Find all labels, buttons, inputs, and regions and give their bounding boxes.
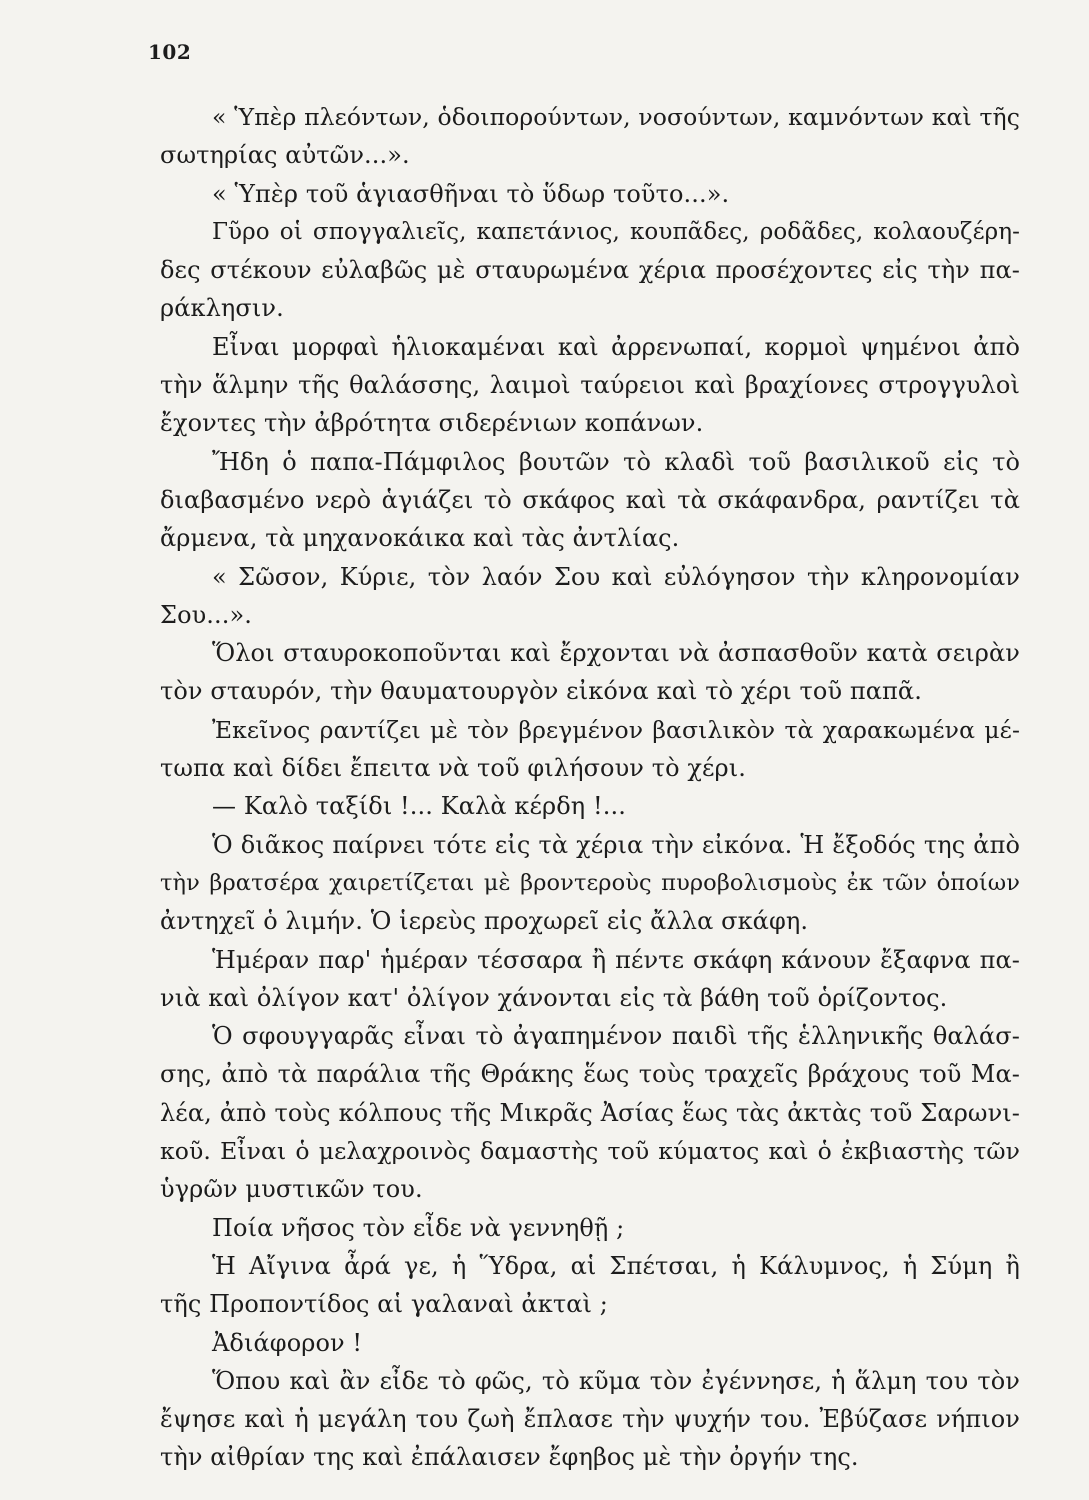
text-line: τὸν σταυρόν, τὴν θαυματουργὸν εἰκόνα καὶ τὸ χέρι τοῦ παπᾶ. [160,677,922,706]
text-line: τὴν βρατσέρα χαιρετίζεται μὲ βροντεροὺς πυροβολισμοὺς ἐκ τῶν ὁποίων [160,869,1020,896]
text-line: νιὰ καὶ ὀλίγον κατ' ὀλίγον χάνονται εἰς τὰ βάθη τοῦ ὁρίζοντος. [160,983,948,1012]
text-line: τὴν ἅλμην τῆς θαλάσσης, λαιμοὶ ταύρειοι καὶ βραχίονες στρογγυλοὶ [160,371,1020,400]
text-line: διαβασμένο νερὸ ἁγιάζει τὸ σκάφος καὶ τὰ σκάφανδρα, ραντίζει τὰ [160,485,1020,514]
text-line: ὑγρῶν μυστικῶν του. [160,1175,423,1204]
text-line: τὴν αἰθρίαν της καὶ ἐπάλαισεν ἔφηβος μὲ τὴν ὀργήν της. [160,1443,859,1472]
text-line: Σου...». [160,600,253,629]
text-line: δες στέκουν εὐλαβῶς μὲ σταυρωμένα χέρια προσέχοντες εἰς τὴν πα- [160,256,1020,285]
text-line: Ποία νῆσος τὸν εἶδε νὰ γεννηθῇ ; [212,1213,625,1242]
text-line: σης, ἀπὸ τὰ παράλια τῆς Θράκης ἕως τοὺς τραχεῖς βράχους τοῦ Μα- [160,1060,1020,1089]
text-line: λέα, ἀπὸ τοὺς κόλπους τῆς Μικρᾶς Ἀσίας ἕως τὰς ἀκτὰς τοῦ Σαρωνι- [160,1098,1020,1127]
text-line: Ὅπου καὶ ἂν εἶδε τὸ φῶς, τὸ κῦμα τὸν ἐγέννησε, ἡ ἅλμη του τὸν [212,1366,1020,1395]
page-number: 102 [148,40,192,64]
text-line: τῆς Προποντίδος αἱ γαλαναὶ ἀκταὶ ; [160,1290,608,1319]
text-line: σωτηρίας αὐτῶν...». [160,141,410,170]
text-line: τωπα καὶ δίδει ἔπειτα νὰ τοῦ φιλήσουν τὸ χέρι. [160,754,746,783]
text-line: ἄρμενα, τὰ μηχανοκάικα καὶ τὰς ἀντλίας. [160,524,680,553]
text-line: ἔχοντες τὴν ἀβρότητα σιδερένιων κοπάνων. [160,409,704,438]
text-line: κοῦ. Εἶναι ὁ μελαχροινὸς δαμαστὴς τοῦ κύματος καὶ ὁ ἐκβιαστὴς τῶν [160,1137,1020,1166]
text-line: Ἀδιάφορον ! [212,1328,363,1357]
text-line: Ὁ σφουγγαρᾶς εἶναι τὸ ἀγαπημένον παιδὶ τῆς ἑλληνικῆς θαλάσ- [212,1022,1020,1051]
text-line: « Σῶσον, Κύριε, τὸν λαόν Σου καὶ εὐλόγησον τὴν κληρονομίαν [212,562,1020,591]
text-line: Εἶναι μορφαὶ ἡλιοκαμέναι καὶ ἀρρενωπαί, κορμοὶ ψημένοι ἀπὸ [212,332,1020,361]
text-line: — Καλὸ ταξίδι !... Καλὰ κέρδη !... [212,792,626,821]
text-line: ράκλησιν. [160,294,284,323]
text-line: Ὅλοι σταυροκοποῦνται καὶ ἔρχονται νὰ ἀσπασθοῦν κατὰ σειρὰν [212,639,1020,668]
text-line: Ἐκεῖνος ραντίζει μὲ τὸν βρεγμένον βασιλικὸν τὰ χαρακωμένα μέ- [212,715,1020,744]
text-line: Γῦρο οἱ σπογγαλιεῖς, καπετάνιος, κουπᾶδες, ροδᾶδες, κολαουζέρη- [212,218,1020,245]
text-line: « Ὑπὲρ τοῦ ἁγιασθῆναι τὸ ὕδωρ τοῦτο...». [212,179,730,208]
body-text [160,98,1020,1477]
text-line: « Ὑπὲρ πλεόντων, ὁδοιπορούντων, νοσούντων, καμνόντων καὶ τῆς [212,103,1020,131]
text-line: Ἤδη ὁ παπα-Πάμφιλος βουτῶν τὸ κλαδὶ τοῦ βασιλικοῦ εἰς τὸ [212,447,1020,476]
text-line: Ἡ Αἴγινα ἆρά γε, ἡ Ὕδρα, αἱ Σπέτσαι, ἡ Κάλυμνος, ἡ Σύμη ἢ [212,1251,1020,1280]
text-line: Ἡμέραν παρ' ἡμέραν τέσσαρα ἢ πέντε σκάφη κάνουν ἔξαφνα πα- [212,945,1020,974]
text-line: ἀντηχεῖ ὁ λιμήν. Ὁ ἱερεὺς προχωρεῖ εἰς ἄλλα σκάφη. [160,907,809,936]
text-line: ἔψησε καὶ ἡ μεγάλη του ζωὴ ἔπλασε τὴν ψυχήν του. Ἐβύζασε νήπιον [160,1405,1020,1434]
text-line: Ὁ διᾶκος παίρνει τότε εἰς τὰ χέρια τὴν εἰκόνα. Ἡ ἔξοδός της ἀπὸ [212,830,1020,859]
